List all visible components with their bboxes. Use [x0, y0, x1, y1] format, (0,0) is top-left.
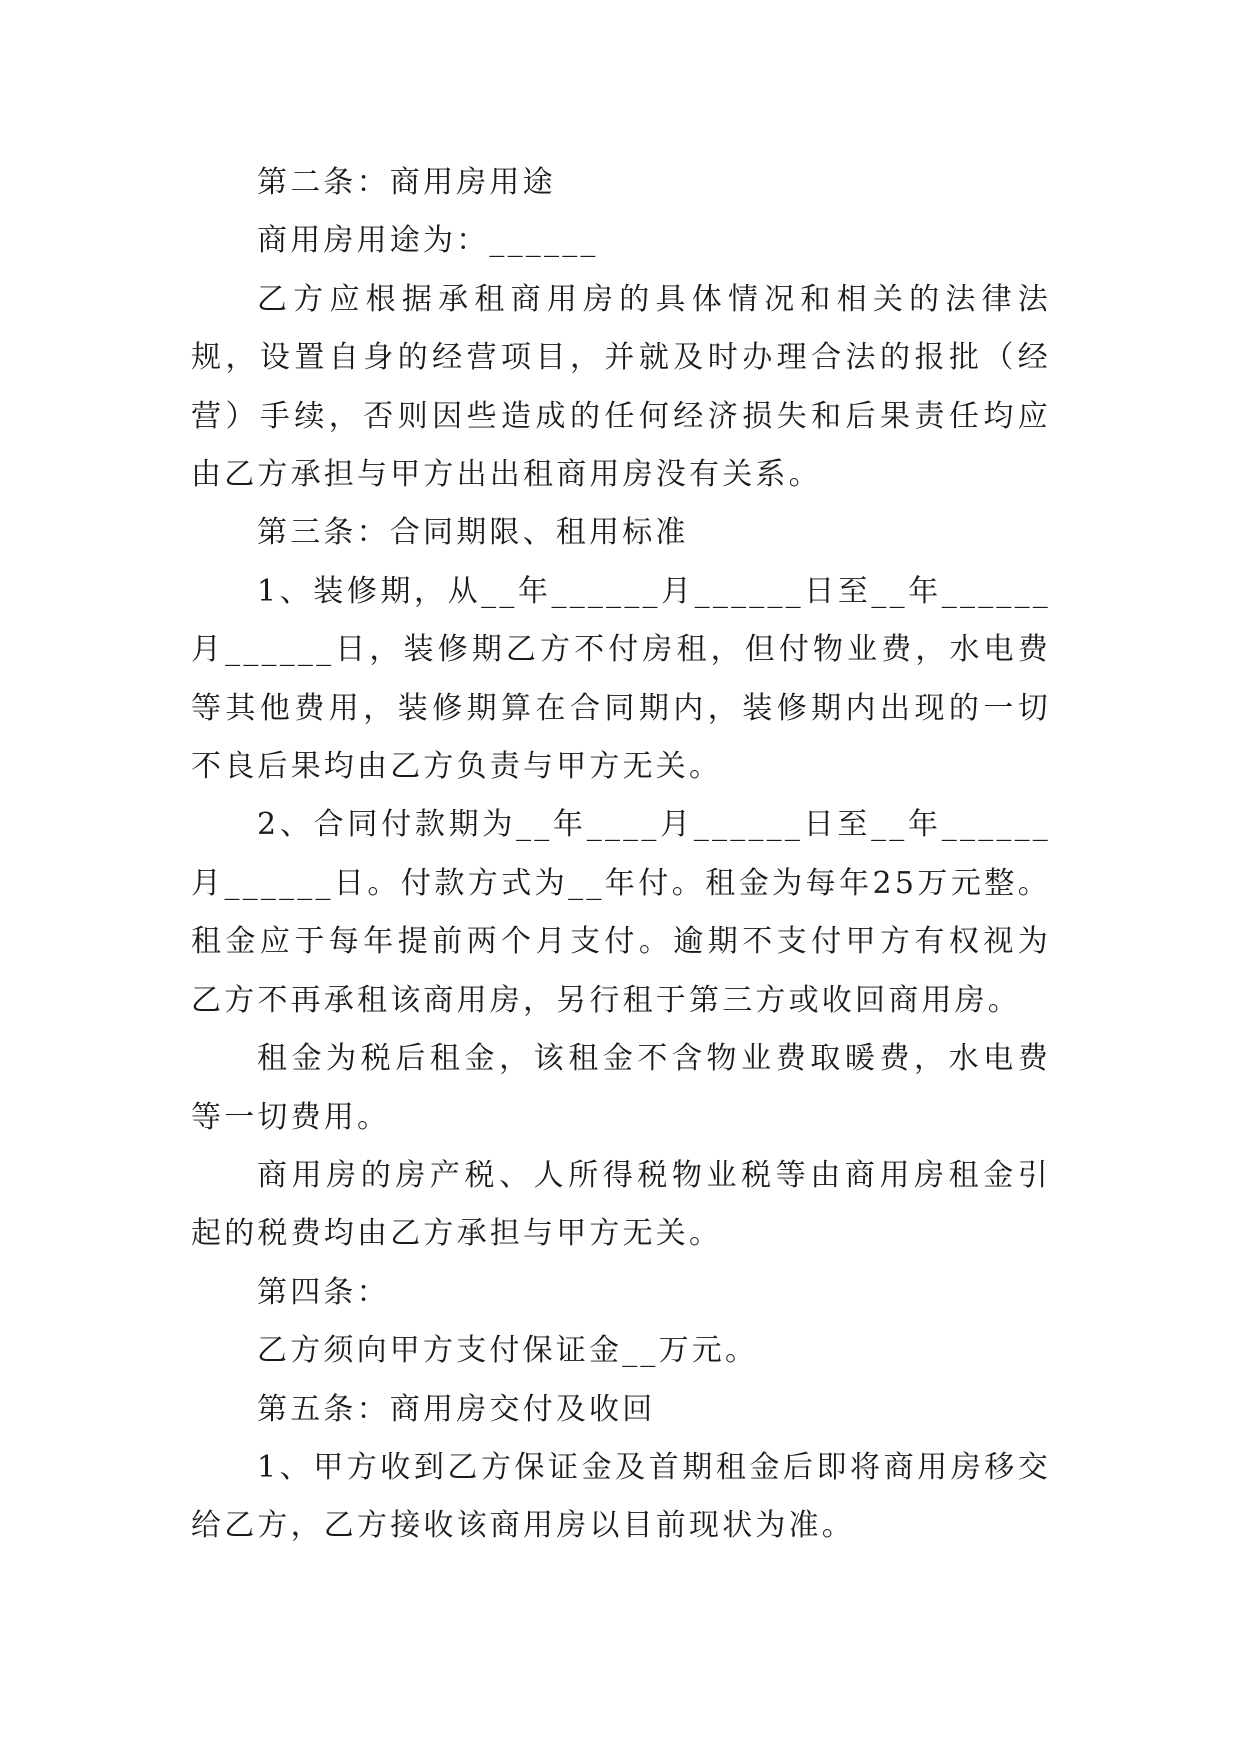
renovation-period-paragraph: 1、装修期，从__年______月______日至__年______月______日，装修期乙方不付房租，但付物业费，水电费等其他费用，装修期算在合同期内，装修期内出现的一切不良后果均由乙方负责与甲方无关。 — [191, 573, 1051, 785]
usage-paragraph: 乙方应根据承租商用房的具体情况和相关的法律法规，设置自身的经营项目，并就及时办理合法的报批（经营）手续，否则因些造成的任何经济损失和后果责任均应由乙方承担与甲方出出租商用房没有关系。 — [191, 281, 1051, 493]
handover-paragraph: 1、甲方收到乙方保证金及首期租金后即将商用房移交给乙方，乙方接收该商用房以目前现状为准。 — [191, 1449, 1051, 1544]
article-5-heading: 第五条：商用房交付及收回 — [257, 1391, 656, 1427]
article-4-heading: 第四条： — [257, 1274, 390, 1310]
document-body — [191, 154, 1051, 1556]
property-tax-paragraph: 商用房的房产税、人所得税物业税等由商用房租金引起的税费均由乙方承担与甲方无关。 — [191, 1157, 1051, 1252]
deposit-paragraph: 乙方须向甲方支付保证金__万元。 — [257, 1333, 759, 1369]
article-2-heading: 第二条：商用房用途 — [257, 165, 556, 200]
article-3-heading: 第三条：合同期限、租用标准 — [257, 515, 689, 551]
usage-line: 商用房用途为：______ — [257, 223, 599, 259]
rent-tax-paragraph: 租金为税后租金，该租金不含物业费取暖费，水电费等一切费用。 — [191, 1041, 1051, 1135]
payment-period-paragraph: 2、合同付款期为__年____月______日至__年______月______日。付款方式为__年付。租金为每年25万元整。租金应于每年提前两个月支付。逾期不支付甲方有权视为乙方不再承租该商用房，另行租于第三方或收回商用房。 — [191, 807, 1051, 1018]
